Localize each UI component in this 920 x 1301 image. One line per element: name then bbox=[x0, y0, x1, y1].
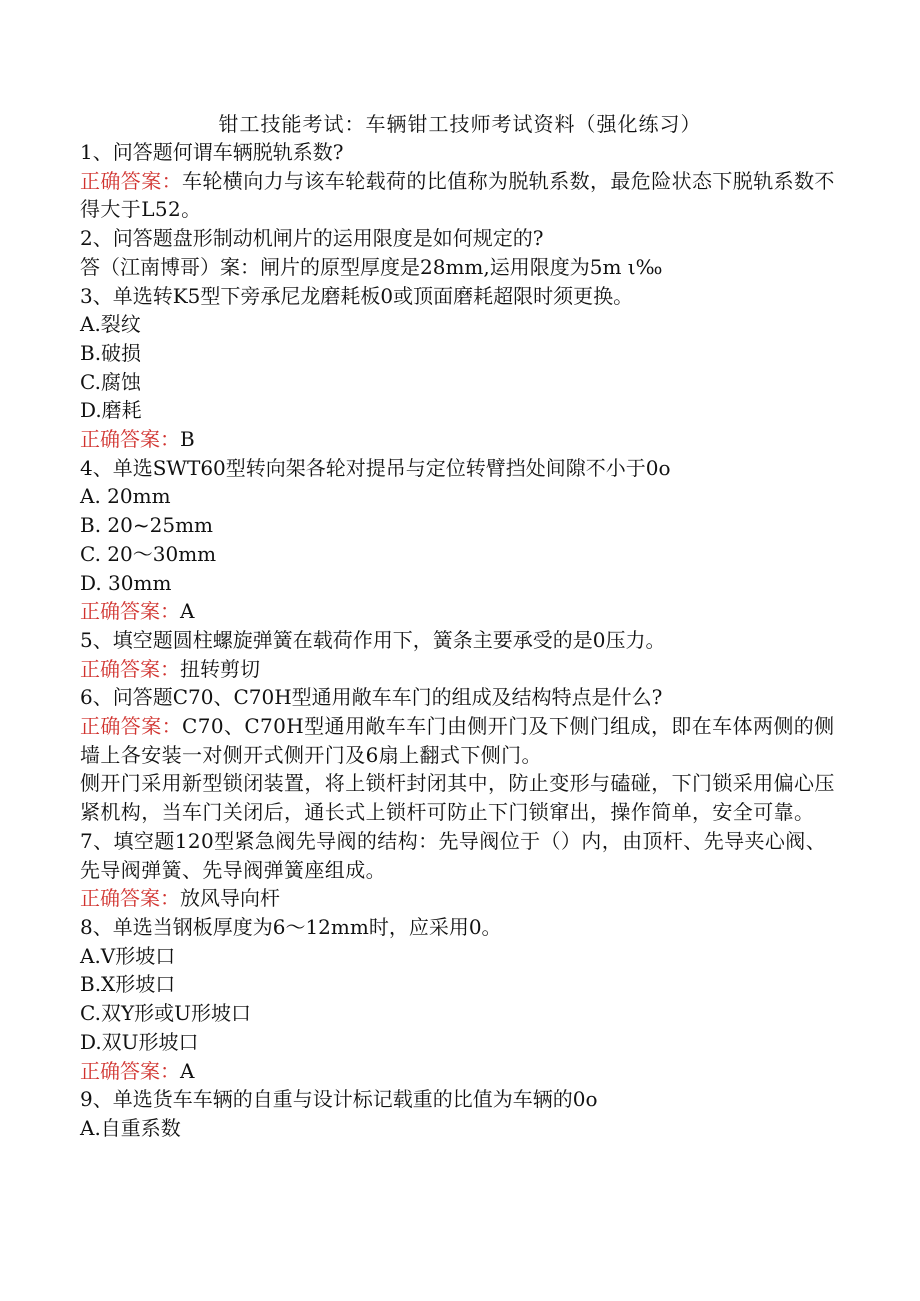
option-8-c: C.双Y形或U形坡口 bbox=[80, 1001, 252, 1026]
answer-label: 正确答案： bbox=[80, 656, 180, 681]
document-content bbox=[80, 138, 840, 1143]
answer-label: 正确答案： bbox=[80, 168, 182, 193]
option-9-a: A.自重系数 bbox=[80, 1115, 181, 1140]
answer-7-text: 放风导向杆 bbox=[180, 886, 280, 911]
answer-4-text: A bbox=[180, 599, 195, 624]
answer-3-text: B bbox=[180, 427, 195, 452]
option-3-a: A.裂纹 bbox=[80, 312, 141, 337]
answer-label: 正确答案： bbox=[80, 599, 180, 624]
answer-7 bbox=[80, 884, 840, 913]
option-8-b: B.X形坡口 bbox=[80, 972, 176, 997]
answer-label: 正确答案： bbox=[80, 427, 180, 452]
question-7: 7、填空题120型紧急阀先导阀的结构：先导阀位于（）内，由顶杆、先导夹心阀、先导阀弹簧、先导阀弹簧座组成。 bbox=[80, 828, 827, 882]
question-1: 1、问答题何谓车辆脱轨系数? bbox=[80, 140, 344, 164]
option-4-d: D. 30mm bbox=[80, 570, 172, 595]
question-9: 9、单选货车车辆的自重与设计标记载重的比值为车辆的0o bbox=[80, 1087, 598, 1112]
answer-label: 正确答案： bbox=[80, 1058, 180, 1083]
question-4: 4、单选SWT60型转向架各轮对提吊与定位转臂挡处间隙不小于0o bbox=[80, 455, 671, 480]
option-3-d: D.磨耗 bbox=[80, 398, 142, 423]
option-4-c: C. 20～30mm bbox=[80, 541, 217, 566]
answer-1 bbox=[80, 167, 840, 224]
option-4-a: A. 20mm bbox=[80, 484, 171, 509]
question-2: 2、问答题盘形制动机闸片的运用限度是如何规定的? bbox=[80, 226, 544, 251]
answer-6-text: C70、C70H型通用敞车车门由侧开门及下侧门组成，即在车体两侧的侧墙上各安装一对侧开式侧开门及6扇上翻式下侧门。 bbox=[80, 714, 835, 767]
answer-8 bbox=[80, 1057, 840, 1086]
option-3-b: B.破损 bbox=[80, 340, 142, 365]
page-title: 钳工技能考试：车辆钳工技师考试资料（强化练习） bbox=[218, 112, 702, 136]
answer-5-text: 扭转剪切 bbox=[180, 656, 260, 681]
question-6: 6、问答题C70、C70H型通用敞车车门的组成及结构特点是什么? bbox=[80, 685, 663, 710]
option-8-a: A.V形坡口 bbox=[80, 943, 176, 968]
answer-label: 正确答案： bbox=[80, 886, 180, 911]
answer-3 bbox=[80, 425, 840, 454]
answer-4 bbox=[80, 597, 840, 626]
question-3: 3、单选转K5型下旁承尼龙磨耗板0或顶面磨耗超限时须更换。 bbox=[80, 283, 634, 308]
answer-8-text: A bbox=[180, 1058, 195, 1083]
answer-2: 答（江南博哥）案：闸片的原型厚度是28mm,运用限度为5m ι‰ bbox=[80, 254, 663, 279]
answer-label: 正确答案： bbox=[80, 714, 182, 739]
answer-1-text: 车轮横向力与该车轮载荷的比值称为脱轨系数，最危险状态下脱轨系数不得大于L52。 bbox=[80, 168, 835, 222]
answer-6 bbox=[80, 712, 840, 769]
option-4-b: B. 20~25mm bbox=[80, 513, 213, 538]
question-5: 5、填空题圆柱螺旋弹簧在载荷作用下，簧条主要承受的是0压力。 bbox=[80, 627, 666, 652]
answer-6-continued: 侧开门采用新型锁闭装置，将上锁杆封闭其中，防止变形与磕碰，下门锁采用偏心压紧机构，当车门关闭后，通长式上锁杆可防止下门锁窜出，操作简单，安全可靠。 bbox=[80, 771, 835, 825]
question-8: 8、单选当钢板厚度为6～12mm时，应采用0。 bbox=[80, 914, 502, 939]
option-3-c: C.腐蚀 bbox=[80, 369, 141, 394]
option-8-d: D.双U形坡口 bbox=[80, 1029, 199, 1054]
answer-5 bbox=[80, 655, 840, 684]
